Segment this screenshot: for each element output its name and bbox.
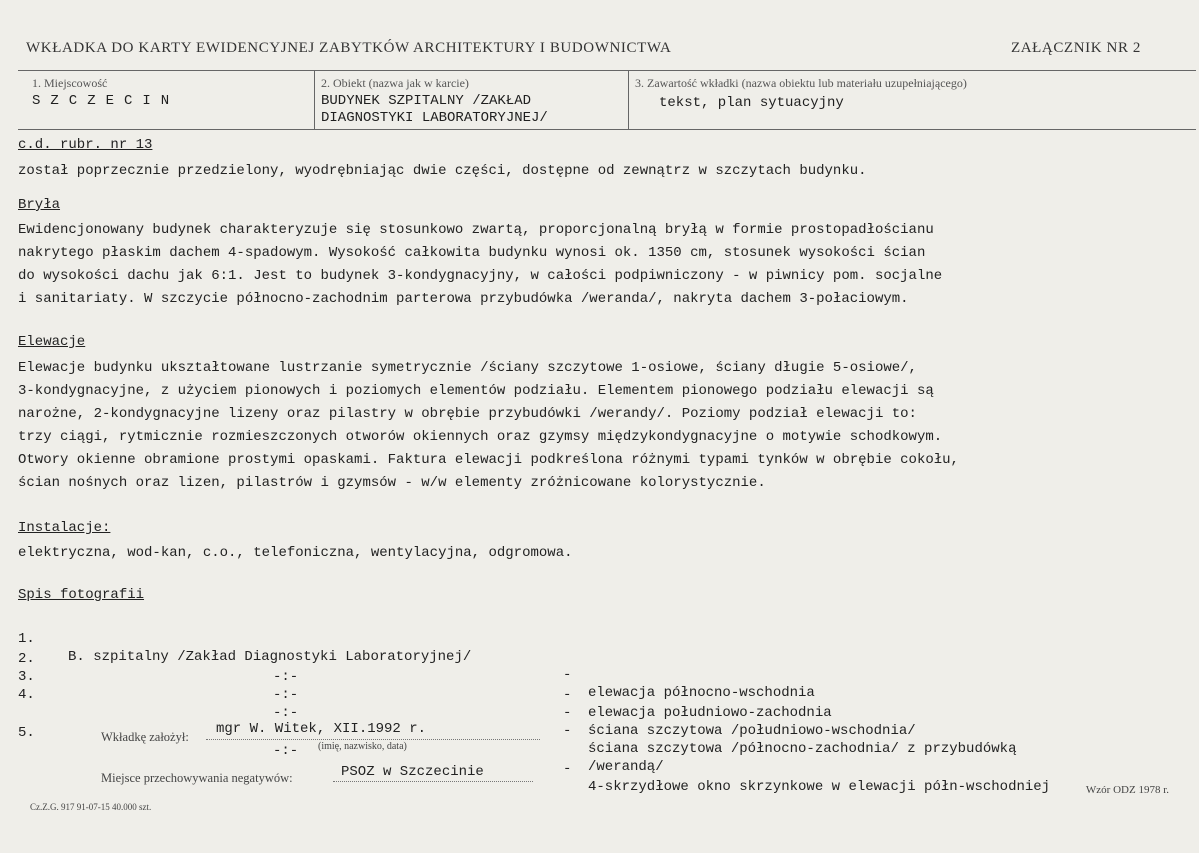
form-template-info: Wzór ODZ 1978 r. — [1085, 784, 1169, 796]
bryla-line: i sanitariaty. W szczycie północno-zachodnim parterowa przybudówka /weranda/, nakryta dachem 3-połaciowym. — [18, 291, 909, 307]
object-field — [314, 71, 629, 129]
annex-number: ZAŁĄCZNIK NR 2 — [1010, 40, 1141, 56]
elewacje-line: trzy ciągi, rytmicznie rozmieszczonych otworów okiennych oraz gzymsy międzykondygnacyjne o motywie schodkowym. — [18, 429, 943, 445]
photo-description: 4-skrzydłowe okno skrzynkowe w elewacji półn-wschodniej — [588, 779, 1051, 795]
photo-description: /werandą/ — [588, 759, 664, 775]
place-value: SZCZECIN — [32, 93, 180, 109]
bryla-line: nakrytego płaskim dachem 4-spadowym. Wysokość całkowita budynku wynosi ok. 1350 cm, stosunek wysokości ścian — [18, 245, 926, 261]
negatives-location-label: Miejsce przechowywania negatywów: — [101, 771, 293, 785]
photo-dash: - — [563, 667, 572, 683]
section-heading-photos: Spis fotografii — [18, 587, 145, 603]
bryla-line: do wysokości dachu jak 6:1. Jest to budynek 3-kondygnacyjny, w całości podpiwniczony - w piwnicy pom. socjalne — [18, 268, 943, 284]
made-by-value: mgr W. Witek, XII.1992 r. — [216, 721, 427, 737]
made-by-label: Wkładkę założył: — [101, 730, 189, 744]
photo-dash: - — [563, 687, 572, 703]
continuation-text: został poprzecznie przedzielony, wyodrębniając dwie części, dostępne od zewnątrz w szczytach budynku. — [18, 163, 867, 179]
negatives-location-value: PSOZ w Szczecinie — [341, 764, 484, 780]
bryla-line: Ewidencjonowany budynek charakteryzuje się stosunkowo zwartą, proporcjonalną bryłą w formie prostopadłościanu — [18, 222, 934, 238]
photo-description: ściana szczytowa /południowo-wschodnia/ — [588, 723, 916, 739]
print-info: Cz.Z.G. 917 91-07-15 40.000 szt. — [30, 802, 152, 812]
photo-number: 2. — [18, 651, 35, 667]
photo-object: -:- — [273, 705, 299, 721]
elewacje-line: ścian nośnych oraz lizen, pilastrów i gzymsów - w/w elementy zróżnicowane kolorystycznie. — [18, 475, 766, 491]
section-heading-continuation: c.d. rubr. nr 13 — [18, 137, 153, 153]
photo-dash: - — [563, 705, 572, 721]
photo-object: -:- — [273, 687, 299, 703]
photo-description: elewacja północno-wschodnia — [588, 685, 815, 701]
elewacje-line: narożne, 2-kondygnacyjne lizeny oraz pilastry w obrębie przybudówki /werandy/. Poziomy podział elewacji to: — [18, 406, 917, 422]
photo-description: ściana szczytowa /północno-zachodnia/ z przybudówką — [588, 741, 1017, 757]
form-title: WKŁADKA DO KARTY EWIDENCYJNEJ ZABYTKÓW ARCHITEKTURY I BUDOWNICTWA — [26, 40, 672, 56]
photo-number: 5. — [18, 725, 35, 741]
section-heading-elewacje: Elewacje — [18, 334, 86, 350]
object-label: 2. Obiekt (nazwa jak w karcie) — [321, 76, 469, 90]
photo-dash: - — [563, 723, 572, 739]
photo-number: 4. — [18, 687, 35, 703]
photo-object: -:- — [273, 743, 299, 759]
made-by-caption: (imię, nazwisko, data) — [318, 741, 407, 752]
content-label: 3. Zawartość wkładki (nazwa obiektu lub materiału uzupełniającego) — [635, 76, 967, 90]
section-heading-instalacje: Instalacje: — [18, 520, 111, 536]
object-value — [321, 93, 548, 127]
place-field — [18, 71, 314, 129]
object-value-line-2: DIAGNOSTYKI LABORATORYJNEJ/ — [321, 110, 548, 126]
content-value: tekst, plan sytuacyjny — [659, 95, 844, 111]
instalacje-text: elektryczna, wod-kan, c.o., telefoniczna, wentylacyjna, odgromowa. — [18, 545, 573, 561]
object-value-line-1: BUDYNEK SZPITALNY /ZAKŁAD — [321, 93, 532, 109]
section-heading-bryla: Bryła — [18, 197, 61, 213]
photo-number: 1. — [18, 631, 35, 647]
photo-object: -:- — [273, 669, 299, 685]
elewacje-line: Elewacje budynku ukształtowane lustrzanie symetrycznie /ściany szczytowe 1-osiowe, ściany długie 5-osiowe/, — [18, 360, 917, 376]
photo-dash: - — [563, 761, 572, 777]
content-field — [628, 71, 1197, 129]
photo-description: elewacja południowo-zachodnia — [588, 705, 832, 721]
elewacje-line: 3-kondygnacyjne, z użyciem pionowych i poziomych elementów podziału. Elementem pionowego podziału elewacji są — [18, 383, 934, 399]
made-by-line — [206, 739, 540, 740]
place-label: 1. Miejscowość — [32, 76, 108, 90]
elewacje-line: Otwory okienne obramione prostymi opaskami. Faktura elewacji podkreślona różnymi typami tynków w obrębie cokołu, — [18, 452, 959, 468]
header-fields-box — [18, 70, 1196, 130]
negatives-location-line — [333, 781, 533, 782]
photo-list-item — [18, 612, 1188, 701]
photo-number: 3. — [18, 669, 35, 685]
photo-object: B. szpitalny /Zakład Diagnostyki Laboratoryjnej/ — [68, 649, 472, 665]
